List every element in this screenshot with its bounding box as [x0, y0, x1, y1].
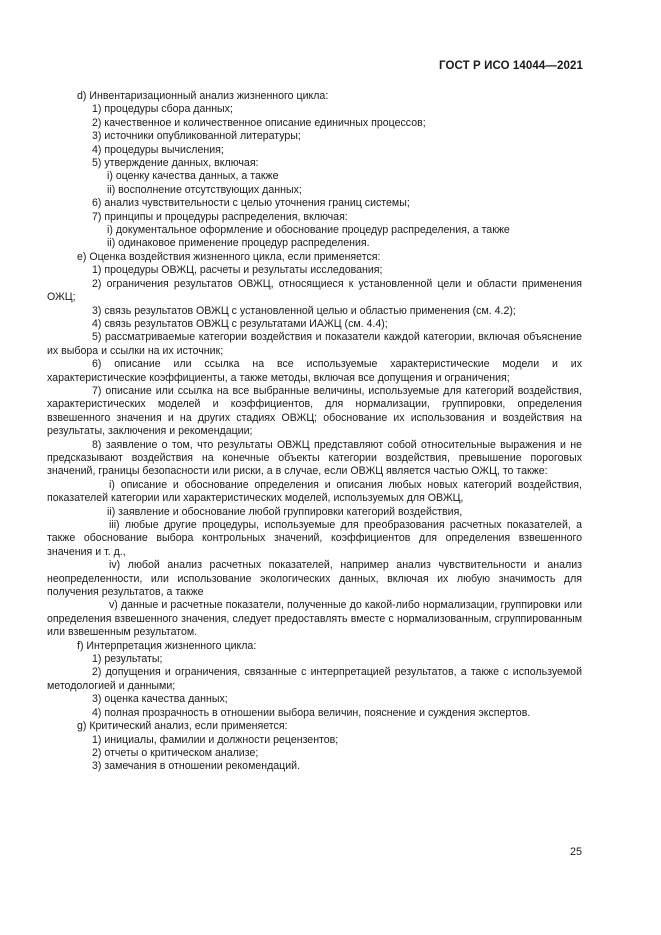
- list-item: 3) замечания в отношении рекомендаций.: [92, 760, 301, 773]
- list-item: i) документальное оформление и обоснование процедур распределения, а также: [107, 224, 510, 237]
- list-item: 2) качественное и количественное описание единичных процессов;: [92, 116, 426, 129]
- list-item: f) Интерпретация жизненного цикла:: [77, 639, 257, 652]
- list-item: 4) связь результатов ОВЖЦ с результатами ИАЖЦ (см. 4.4);: [92, 317, 388, 330]
- list-item: d) Инвентаризационный анализ жизненного цикла:: [77, 90, 329, 102]
- list-item: i) оценку качества данных, а также: [107, 170, 279, 183]
- document-code: ГОСТ Р ИСО 14044—2021: [438, 60, 583, 72]
- list-item: 1) процедуры сбора данных;: [92, 103, 233, 116]
- list-item: 1) инициалы, фамилии и должности рецензентов;: [92, 733, 339, 746]
- list-item: 1) результаты;: [92, 653, 163, 666]
- list-item: 5) рассматриваемые категории воздействия и показатели каждой категории, включая объяснение их выбора и ссылки на их источник;: [47, 331, 582, 357]
- list-item: 6) описание или ссылка на все используемые характеристические модели и их характеристические коэффициенты, а также методы, включая все допущения и ограничения;: [47, 358, 582, 384]
- list-item: 6) анализ чувствительности с целью уточнения границ системы;: [92, 197, 410, 210]
- list-item: 2) отчеты о критическом анализе;: [92, 746, 259, 759]
- list-item: 3) связь результатов ОВЖЦ с установленной целью и областью применения (см. 4.2);: [92, 304, 516, 317]
- list-item: 2) ограничения результатов ОВЖЦ, относящиеся к установленной цели и области применения ОЖЦ;: [47, 277, 582, 304]
- list-item: ii) одинаковое применение процедур распределения.: [107, 237, 370, 250]
- list-item: iii) любые другие процедуры, используемые для преобразования расчетных показателей, а также обоснование выбора контрольных значений, коэффициентов для определения взвешенного значения и т. д.,: [47, 519, 582, 558]
- list-item: e) Оценка воздействия жизненного цикла, если применяется:: [77, 250, 381, 263]
- list-item: 8) заявление о том, что результаты ОВЖЦ представляют собой относительные выражения и не предсказывают воздействия на конечные объекты категории воздействия, превышение пороговых значений, границы безопасности или риски, а в случае, если ОВЖЦ является частью ОЖЦ, то также:: [47, 438, 582, 478]
- list-item: i) описание и обоснование определения и описания любых новых категорий воздействия, показателей категории или характеристических моделей, используемых для ОВЖЦ,: [47, 478, 582, 505]
- list-item: 3) источники опубликованной литературы;: [92, 130, 301, 143]
- list-item: 2) допущения и ограничения, связанные с интерпретацией результатов, а также с используемой методологией и данными;: [47, 666, 582, 692]
- list-item: 1) процедуры ОВЖЦ, расчеты и результаты исследования;: [92, 264, 383, 277]
- list-item: ii) восполнение отсутствующих данных;: [107, 183, 302, 196]
- list-item: ii) заявление и обоснование любой группировки категорий воздействия,: [107, 505, 463, 518]
- list-item: 7) описание или ссылка на все выбранные величины, используемые для категорий воздействия, характеристических моделей и коэффициентов, для нормализации, группировки, определения взвешенного значения и на других стадиях ОВЖЦ; обоснование их использования и воздействия на результаты, заключения и рекомендации;: [47, 384, 582, 438]
- list-item: iv) любой анализ расчетных показателей, например анализ чувствительности и анализ неопределенности, или использование экологических данных, включая их любую значимость для получения результатов, а также: [47, 559, 582, 599]
- list-item: 4) процедуры вычисления;: [92, 143, 224, 156]
- list-item: 7) принципы и процедуры распределения, включая:: [92, 210, 348, 223]
- list-item: g) Критический анализ, если применяется:: [77, 720, 288, 733]
- list-item: v) данные и расчетные показатели, полученные до какой-либо нормализации, группировки или определения взвешенного значения, следует предоставлять вместе с нормализованным, сгруппированным или взвешенным результатом.: [47, 599, 582, 639]
- list-item: 4) полная прозрачность в отношении выбора величин, пояснение и суждения экспертов.: [92, 706, 531, 719]
- list-item: 5) утверждение данных, включая:: [92, 157, 259, 170]
- page-number: 25: [569, 846, 582, 858]
- list-item: 3) оценка качества данных;: [92, 693, 228, 706]
- document-body: [47, 90, 582, 774]
